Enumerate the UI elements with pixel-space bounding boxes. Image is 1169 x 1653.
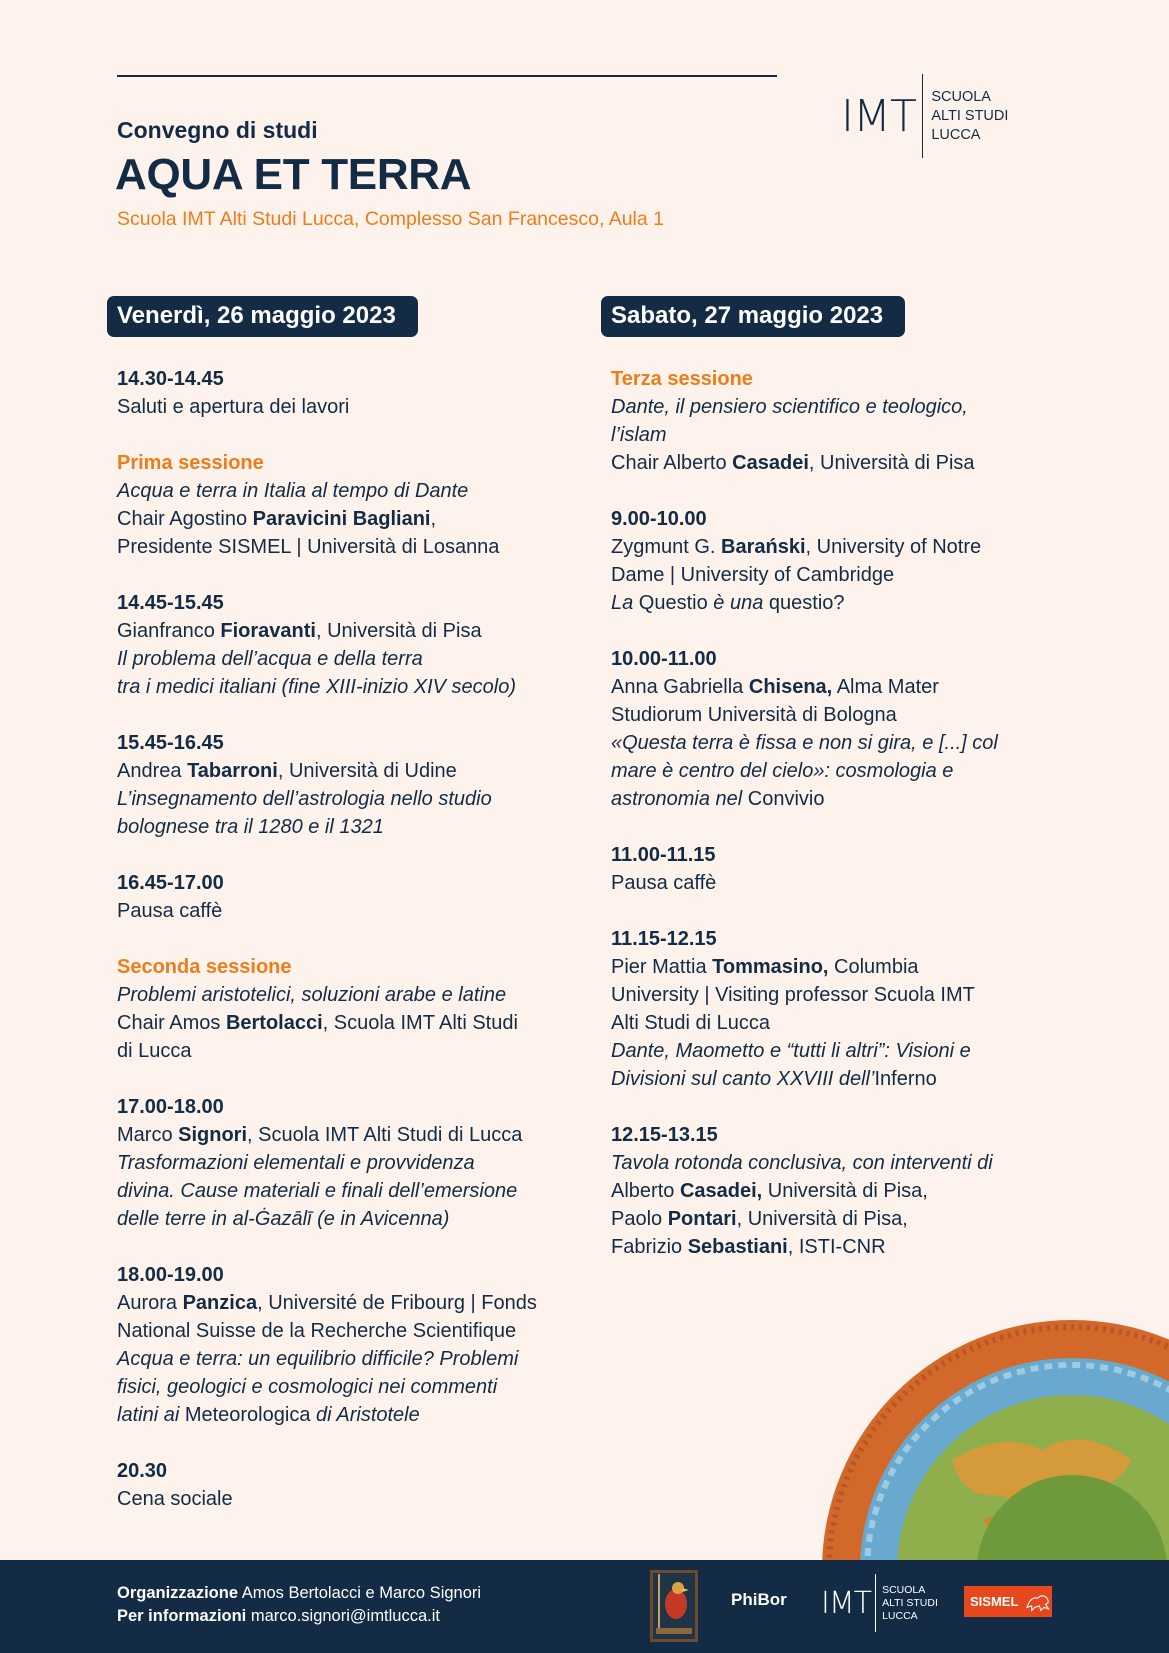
bird-logo-icon <box>648 1568 700 1644</box>
day2-heading: Sabato, 27 maggio 2023 <box>601 296 905 337</box>
program-item: Terza sessione Dante, il pensiero scientifico e teologico, l’islam Chair Alberto Casadei, Università di Pisa <box>611 365 1071 477</box>
globe-illustration <box>812 1320 1169 1560</box>
event-venue: Scuola IMT Alti Studi Lucca, Complesso San Francesco, Aula 1 <box>117 208 664 230</box>
imt-footer-logo: IMT SCUOLA ALTI STUDI LUCCA <box>821 1574 938 1632</box>
day1-heading: Venerdì, 26 maggio 2023 <box>107 296 418 337</box>
program-item: 12.15-13.15 Tavola rotonda conclusiva, con interventi di Alberto Casadei, Università di Pisa, Paolo Pontari, Università di Pisa, Fabrizio Sebastiani, ISTI-CNR <box>611 1124 993 1258</box>
program-item: 14.45-15.45 Gianfranco Fioravanti, Università di Pisa Il problema dell’acqua e della terra tra i medici italiani (fine XIII-inizio XIV secolo) <box>117 592 517 698</box>
contact-email[interactable]: marco.signori@imtlucca.it <box>246 1607 440 1625</box>
session-title: Terza sessione <box>611 368 753 390</box>
program-item: 20.30 Cena sociale <box>117 1460 233 1510</box>
event-title: AQUA ET TERRA <box>115 150 472 199</box>
program-item: 14.30-14.45 Saluti e apertura dei lavori <box>117 368 350 418</box>
session-title: Seconda sessione <box>117 956 292 978</box>
imt-logo <box>841 74 1008 158</box>
sismel-logo: SISMEL <box>964 1586 1052 1617</box>
program-item: 16.45-17.00 Pausa caffè <box>117 872 224 922</box>
program-item: 10.00-11.00 Anna Gabriella Chisena, Alma Mater Studiorum Università di Bologna «Questa terra è fissa e non si gira, e [...] col mare è centro del cielo»: cosmologia e astronomia nel Convivio <box>611 648 998 810</box>
day1-column <box>107 296 597 1541</box>
lion-icon <box>1024 1589 1052 1615</box>
program-item: 11.15-12.15 Pier Mattia Tommasino, Columbia University | Visiting professor Scuola IMT Alti Studi di Lucca Dante, Maometto e “tutti li altri”: Visioni e Divisioni sul canto XXVIII dell’Inferno <box>611 928 975 1090</box>
event-subtitle: Convegno di studi <box>117 117 318 143</box>
program-item: 15.45-16.45 Andrea Tabarroni, Università di Udine L’insegnamento dell’astrologia nello studio bolognese tra il 1280 e il 1321 <box>117 732 492 838</box>
footer-info: Organizzazione Amos Bertolacci e Marco Signori Per informazioni marco.signori@imtlucca.it <box>117 1584 482 1625</box>
phibor-logo: PhiBor <box>731 1590 787 1609</box>
program-item: 11.00-11.15 Pausa caffè <box>611 844 717 894</box>
imt-logo-mark: IMT <box>841 90 916 142</box>
footer <box>0 1560 1169 1653</box>
session-title: Prima sessione <box>117 452 264 474</box>
program-item: Prima sessione Acqua e terra in Italia al tempo di Dante Chair Agostino Paravicini Bagliani, Presidente SISMEL | Università di Losanna <box>117 449 597 561</box>
day2-column <box>601 296 1071 1289</box>
globe-icon <box>812 1320 1169 1560</box>
top-rule <box>117 75 777 77</box>
imt-logo-text: SCUOLA ALTI STUDI LUCCA <box>931 88 1009 143</box>
program-item: Seconda sessione Problemi aristotelici, soluzioni arabe e latine Chair Amos Bertolacci, Scuola IMT Alti Studi di Lucca <box>117 953 597 1065</box>
program-item: 17.00-18.00 Marco Signori, Scuola IMT Alti Studi di Lucca Trasformazioni elementali e provvidenza divina. Cause materiali e finali dell’emersione delle terre in al-Ġazālī (e in Avicenna) <box>117 1096 523 1230</box>
program-item: 18.00-19.00 Aurora Panzica, Université de Fribourg | Fonds National Suisse de la Recherche Scientifique Acqua e terra: un equilibrio difficile? Problemi fisici, geologici e cosmologici nei commenti latini ai Meteorologica di Aristotele <box>117 1264 537 1426</box>
program-item: 9.00-10.00 Zygmunt G. Barański, University of Notre Dame | University of Cambridge La Questio è una questio? <box>611 508 982 614</box>
